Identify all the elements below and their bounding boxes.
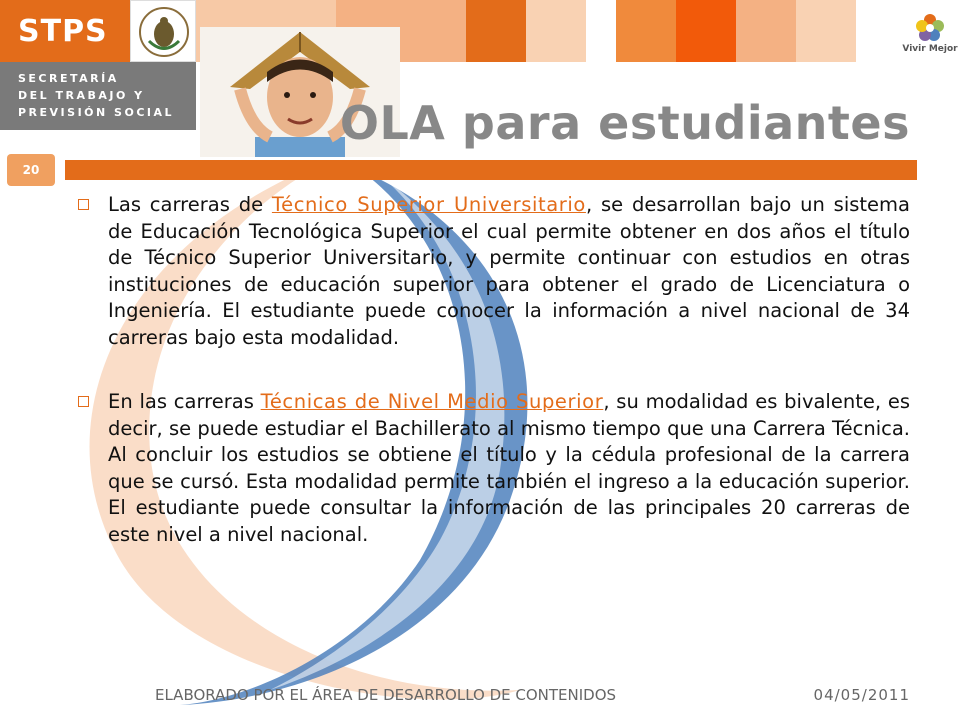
bullet-text-pre: Las carreras de xyxy=(108,193,272,216)
bullet-square-icon xyxy=(78,396,89,407)
vivir-mejor-flower-icon xyxy=(900,10,960,46)
list-item xyxy=(78,192,910,351)
slide-content xyxy=(78,192,910,586)
mexico-seal-icon xyxy=(130,0,196,62)
vivir-mejor-logo xyxy=(900,10,960,64)
link-tecnico-superior-universitario[interactable]: Técnico Superior Universitario xyxy=(271,193,586,216)
bullet-square-icon xyxy=(78,199,89,210)
bullet-text-pre: En las carreras xyxy=(108,390,261,413)
title-rule xyxy=(65,160,917,180)
slide-number: 20 xyxy=(22,163,40,177)
stps-subtitle xyxy=(18,70,174,121)
stps-subtitle-line: DEL TRABAJO Y xyxy=(18,89,145,102)
stps-subtitle-line: SECRETARÍA xyxy=(18,72,119,85)
list-item xyxy=(78,389,910,548)
page-title: OLA para estudiantes xyxy=(339,96,910,150)
stps-logo-text: STPS xyxy=(18,14,108,49)
stps-brand-block xyxy=(0,0,196,130)
vivir-mejor-label: Vivir Mejor xyxy=(902,44,958,54)
footer-credit: ELABORADO POR EL ÁREA DE DESARROLLO DE CONTENIDOS xyxy=(155,686,617,704)
bullet-text-post: , su modalidad es bivalente, es decir, se puede estudiar el Bachillerato al mismo tiempo que una Carrera Técnica. Al concluir los estudios se obtiene el título y la cédula profesional de la carrera que se cursó. Esta modalidad permite también el ingreso a la educación superior. El estudiante puede consultar la información de las principales 20 carreras de este nivel a nivel nacional. xyxy=(108,390,910,546)
bullet-text-post: , se desarrollan bajo un sistema de Educación Tecnológica Superior el cual permite obtener en dos años el título de Técnico Superior Universitario, y permite continuar con estudios en otras instituciones de educación superior para obtener el grado de Licenciatura o Ingeniería. El estudiante puede conocer la información a nivel nacional de 34 carreras bajo esta modalidad. xyxy=(108,193,911,349)
stps-subtitle-line: PREVISIÓN SOCIAL xyxy=(18,106,175,119)
link-tecnicas-nivel-medio-superior[interactable]: Técnicas de Nivel Medio Superior xyxy=(260,390,604,413)
footer-date: 04/05/2011 xyxy=(813,686,910,704)
